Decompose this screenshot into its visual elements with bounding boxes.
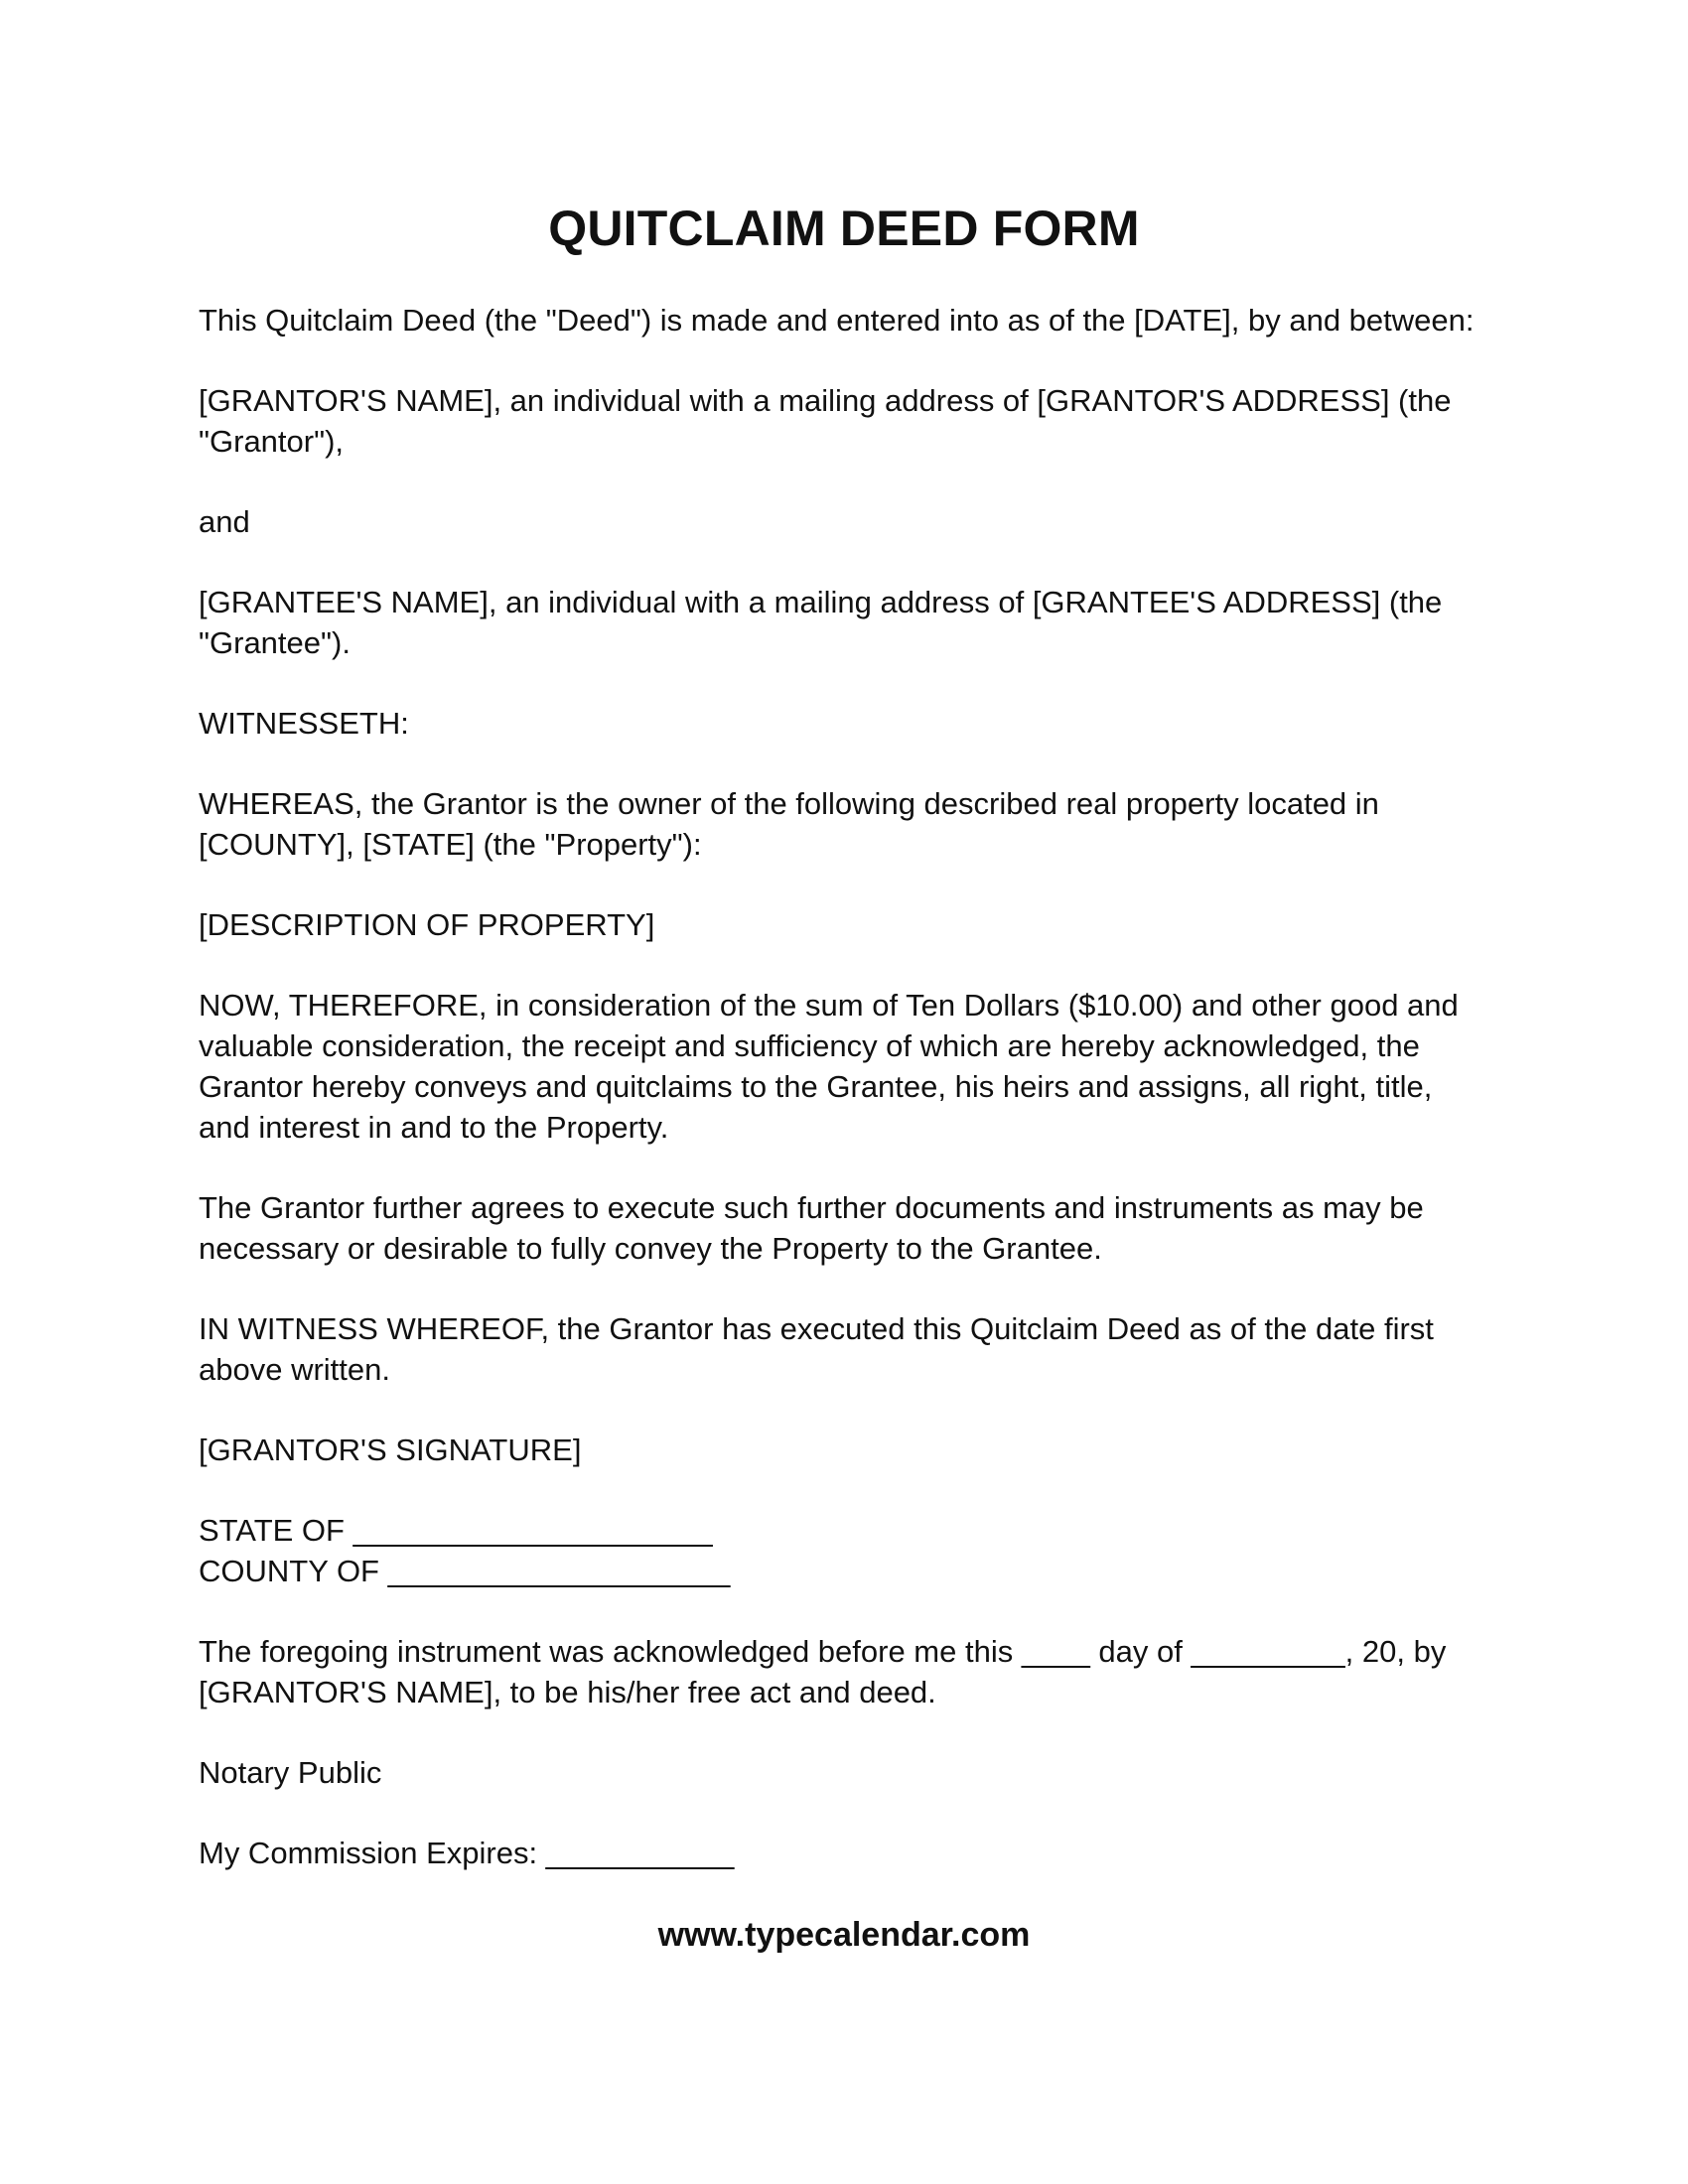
- footer-website-url: www.typecalendar.com: [657, 1916, 1031, 1954]
- paragraph-property-description: [DESCRIPTION OF PROPERTY]: [199, 907, 655, 942]
- paragraph-grantee: [GRANTEE'S NAME], an individual with a mailing address of [GRANTEE'S ADDRESS] (the "Grantee").: [199, 585, 1443, 660]
- county-of-line: COUNTY OF ____________________: [199, 1554, 731, 1588]
- paragraph-grantor: [GRANTOR'S NAME], an individual with a mailing address of [GRANTOR'S ADDRESS] (the "Grantor"),: [199, 383, 1452, 459]
- paragraph-acknowledgment: The foregoing instrument was acknowledged before me this ____ day of _________, 20, by [GRANTOR'S NAME], to be his/her free act and deed.: [199, 1634, 1447, 1709]
- paragraph-now-therefore: NOW, THEREFORE, in consideration of the sum of Ten Dollars ($10.00) and other good and valuable consideration, the receipt and sufficiency of which are hereby acknowledged, the Grantor hereby conveys and quitclaims to the Grantee, his heirs and assigns, all right, title, and interest in and to the Property.: [199, 988, 1459, 1145]
- paragraph-intro: This Quitclaim Deed (the "Deed") is made and entered into as of the [DATE], by and between:: [199, 303, 1475, 338]
- paragraph-whereas: WHEREAS, the Grantor is the owner of the following described real property located in [COUNTY], [STATE] (the "Property"):: [199, 786, 1379, 862]
- paragraph-witnesseth: WITNESSETH:: [199, 706, 409, 741]
- paragraph-and: and: [199, 504, 250, 539]
- document-title: QUITCLAIM DEED FORM: [548, 201, 1140, 256]
- state-of-line: STATE OF _____________________: [199, 1513, 713, 1548]
- paragraph-further-agrees: The Grantor further agrees to execute such further documents and instruments as may be necessary or desirable to fully convey the Property to the Grantee.: [199, 1190, 1424, 1266]
- paragraph-in-witness: IN WITNESS WHEREOF, the Grantor has executed this Quitclaim Deed as of the date first above written.: [199, 1311, 1434, 1387]
- commission-expires-line: My Commission Expires: ___________: [199, 1836, 735, 1870]
- document-page: [199, 199, 1489, 1957]
- paragraph-grantor-signature: [GRANTOR'S SIGNATURE]: [199, 1433, 582, 1467]
- notary-public-label: Notary Public: [199, 1755, 382, 1790]
